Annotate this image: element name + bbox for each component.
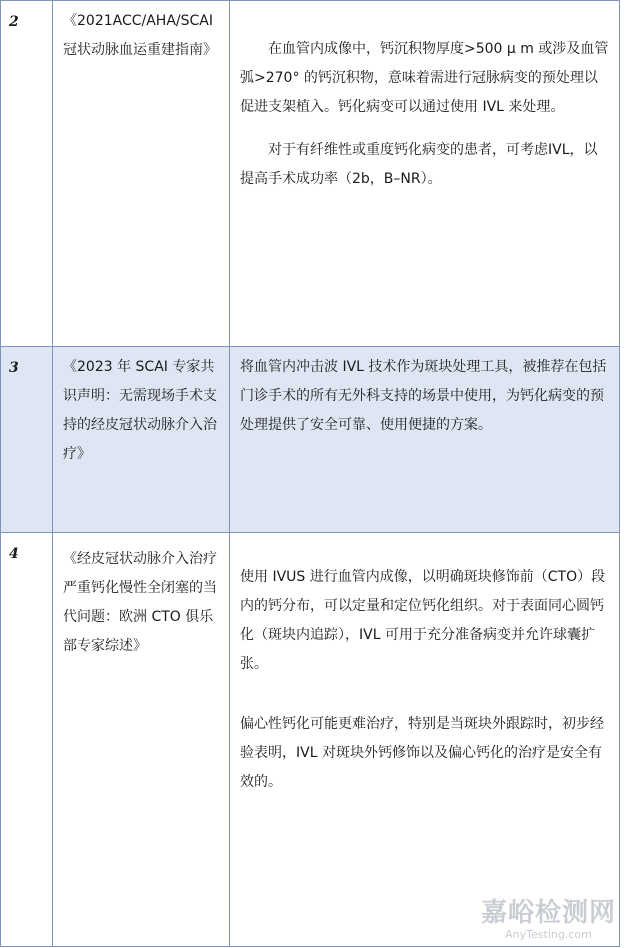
row-number: 3 xyxy=(1,347,53,533)
recommendation-cell xyxy=(230,1,620,347)
guideline-title: 《2023 年 SCAI 专家共识声明：无需现场手术支持的经皮冠状动脉介入治疗》 xyxy=(63,359,217,462)
recommendation-paragraph: 将血管内冲击波 IVL 技术作为斑块处理工具，被推荐在包括门诊手术的所有无外科支持的场景中使用，为钙化病变的预处理提供了安全可靠、使用便捷的方案。 xyxy=(240,359,607,433)
guideline-title-cell xyxy=(53,533,230,947)
table-row xyxy=(1,533,620,947)
recommendation-cell xyxy=(230,347,620,533)
recommendation-cell xyxy=(230,533,620,947)
row-number: 4 xyxy=(1,533,53,947)
table-row xyxy=(1,1,620,347)
watermark-chinese: 嘉峪检测网 xyxy=(480,898,616,928)
guideline-title: 《经皮冠状动脉介入治疗严重钙化慢性全闭塞的当代问题：欧洲 CTO 俱乐部专家综述》 xyxy=(63,551,217,654)
recommendation-paragraph: 偏心性钙化可能更难治疗，特别是当斑块外跟踪时，初步经验表明，IVL 对斑块外钙修饰以及偏心钙化的治疗是安全有效的。 xyxy=(240,716,604,790)
watermark-english: AnyTesting.com xyxy=(505,928,592,941)
recommendation-paragraph: 使用 IVUS 进行血管内成像，以明确斑块修饰前（CTO）段内的钙分布，可以定量和定位钙化组织。对于表面同心圆钙化（斑块内追踪），IVL 可用于充分准备病变并允许球囊扩张。 xyxy=(240,569,606,672)
recommendation-paragraph: 在血管内成像中，钙沉积物厚度>500 μ m 或涉及血管弧>270° 的钙沉积物，意味着需进行冠脉病变的预处理以促进支架植入。钙化病变可以通过使用 IVL 来处理。 xyxy=(240,41,609,115)
table-row xyxy=(1,347,620,533)
guideline-title-cell xyxy=(53,347,230,533)
guideline-title-cell xyxy=(53,1,230,347)
guideline-title: 《2021ACC/AHA/SCAI冠状动脉血运重建指南》 xyxy=(63,13,217,58)
row-number: 2 xyxy=(1,1,53,347)
recommendation-paragraph: 对于有纤维性或重度钙化病变的患者，可考虑IVL，以提高手术成功率（2b，B–NR）。 xyxy=(240,142,598,187)
